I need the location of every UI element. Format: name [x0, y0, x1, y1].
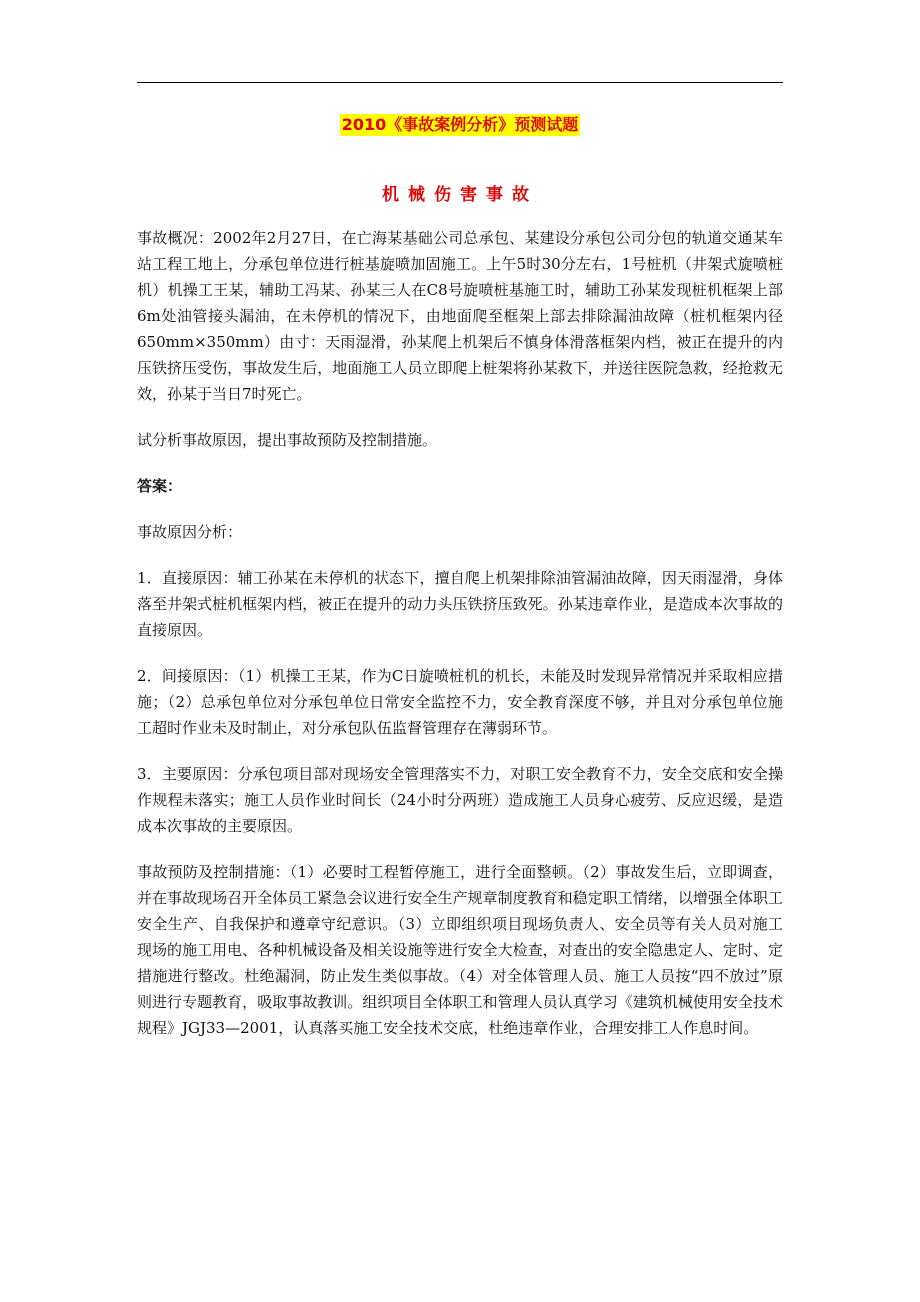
case-title: 机械伤害事故 [382, 185, 538, 205]
question-text: 试分析事故原因，提出事故预防及控制措施。 [137, 431, 438, 449]
cause-indirect: 2．间接原因：（1）机操工王某，作为C日旋喷桩机的机长，未能及时发现异常情况并采取相应措施；（2）总承包单位对分承包单位日常安全监控不力，安全教育深度不够，并且对分承包单位施工超时作业未及时制止，对分承包队伍监督管理存在薄弱环节。 [137, 667, 783, 737]
header-rule [137, 82, 783, 83]
exam-title: 2010《事故案例分析》预测试题 [341, 115, 579, 134]
prevention-measures: 事故预防及控制措施：（1）必要时工程暂停施工，进行全面整顿。（2）事故发生后，立即调查，并在事故现场召开全体员工紧急会议进行安全生产规章制度教育和稳定职工情绪，以增强全体职工安全生产、自我保护和遵章守纪意识。（3）立即组织项目现场负责人、安全员等有关人员对施工现场的施工用电、各种机械设备及相关设施等进行安全大检查，对查出的安全隐患定人、定时、定措施进行整改。杜绝漏洞，防止发生类似事故。（4）对全体管理人员、施工人员按“四不放过”原则进行专题教育，吸取事故教训。组织项目全体职工和管理人员认真学习《建筑机械使用安全技术规程》JGJ33—2001，认真落买施工安全技术交底，杜绝违章作业，合理安排工人作息时间。 [137, 863, 783, 1037]
cause-heading: 事故原因分析： [137, 523, 243, 541]
document-body [137, 225, 783, 1061]
exam-title-container [0, 114, 920, 136]
accident-overview: 事故概况：2002年2月27日，在亡海某基础公司总承包、某建设分承包公司分包的轨道交通某车站工程工地上，分承包单位进行桩基旋喷加固施工。上午5时30分左右，1号桩机（井架式旋喷桩机）机操工王某，辅助工冯某、孙某三人在C8号旋喷桩基施工时，辅助工孙某发现桩机框架上部6m处油管接头漏油，在未停机的情况下，由地面爬至框架上部去排除漏油故障（桩机框架内径650mm×350mm）由寸：天雨湿滑，孙某爬上机架后不慎身体滑落框架内档，被正在提升的内压铁挤压受伤，事故发生后，地面施工人员立即爬上桩架将孙某救下，并送往医院急救，经抢救无效，孙某于当日7时死亡。 [137, 229, 783, 403]
answer-label: 答案： [137, 477, 183, 495]
cause-main: 3．主要原因：分承包项目部对现场安全管理落实不力，对职工安全教育不力，安全交底和安全操作规程未落实；施工人员作业时间长（24小时分两班）造成施工人员身心疲劳、反应迟缓，是造成本次事故的主要原因。 [137, 765, 783, 835]
cause-direct: 1．直接原因：辅工孙某在未停机的状态下，擅自爬上机架排除油管漏油故障，因天雨湿滑，身体落至井架式桩机框架内档，被正在提升的动力头压铁挤压致死。孙某违章作业，是造成本次事故的直接原因。 [137, 569, 783, 639]
